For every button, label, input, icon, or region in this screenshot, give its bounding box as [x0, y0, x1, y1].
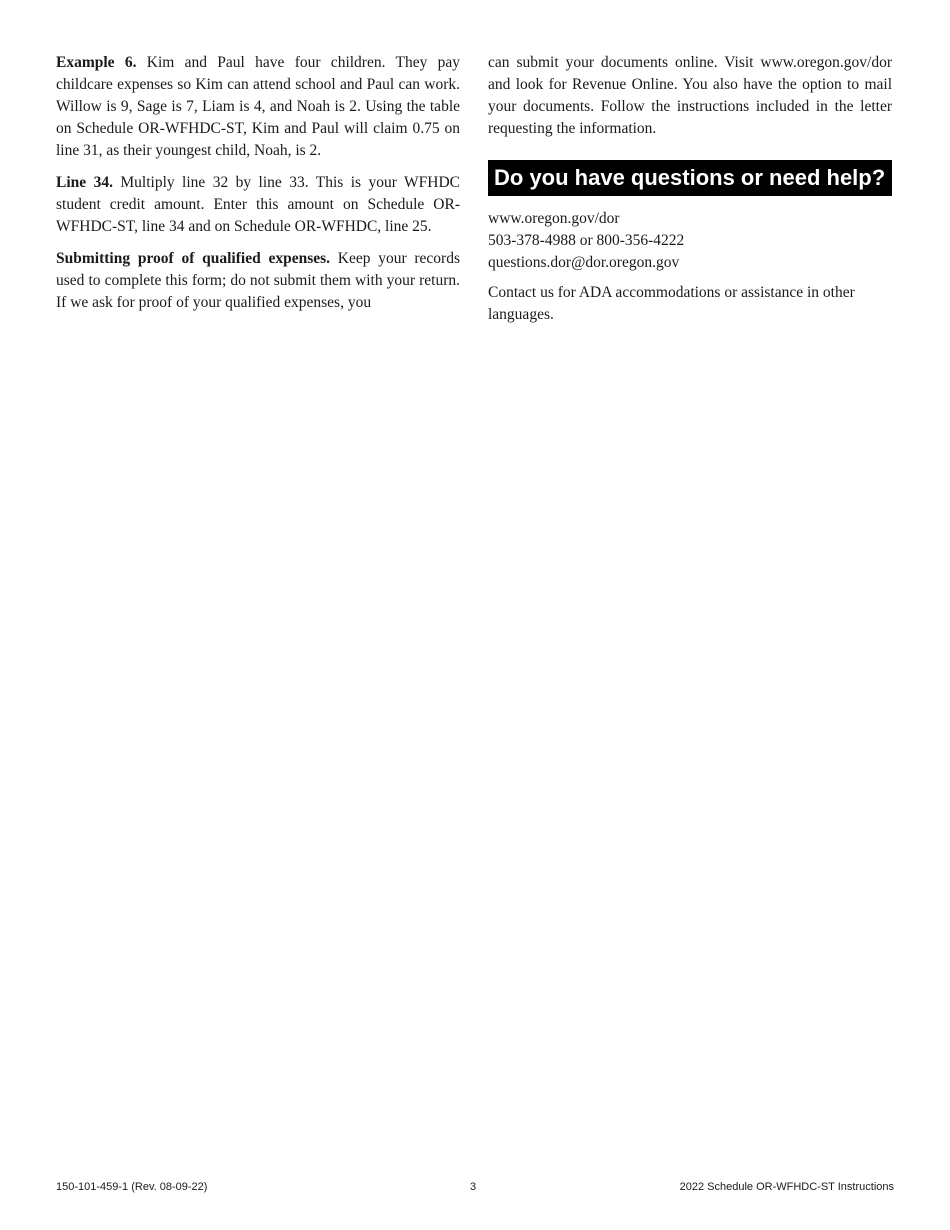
contact-website-link[interactable]: www.oregon.gov/dor: [488, 210, 620, 227]
proof-continuation-paragraph: can submit your documents online. Visit www.oregon.gov/dor and look for Revenue Online. You also have the option to mail your documents. Follow the instructions included in the letter requesting the information.: [488, 54, 892, 137]
proof-lead: Submitting proof of qualified expenses.: [56, 250, 331, 267]
right-column: [488, 52, 892, 336]
footer-doc-title: 2022 Schedule OR-WFHDC-ST Instructions: [679, 1181, 894, 1193]
line-34-paragraph: [56, 172, 460, 238]
help-heading: Do you have questions or need help?: [488, 160, 892, 196]
contact-block: [488, 208, 892, 274]
contact-email-link[interactable]: questions.dor@dor.oregon.gov: [488, 254, 680, 271]
ada-note: Contact us for ADA accommodations or assistance in other languages.: [488, 284, 855, 323]
footer-form-number: 150-101-459-1 (Rev. 08-09-22): [56, 1181, 208, 1193]
contact-phone: 503-378-4988 or 800-356-4222: [488, 232, 685, 249]
proof-text: Keep your records used to complete this form; do not submit them with your return. If we ask for proof of your qualified expenses, you: [56, 250, 460, 311]
proof-paragraph: [56, 248, 460, 314]
line-34-text: Multiply line 32 by line 33. This is your WFHDC student credit amount. Enter this amount on Schedule OR-WFHDC-ST, line 34 and on Schedule OR-WFHDC, line 25.: [56, 174, 460, 235]
example-6-text: Kim and Paul have four children. They pay childcare expenses so Kim can attend school and Paul can work. Willow is 9, Sage is 7, Liam is 4, and Noah is 2. Using the table on Schedule OR-WFHDC-ST, Kim and Paul will claim 0.75 on line 31, as their youngest child, Noah, is 2.: [56, 54, 460, 159]
footer-page-number: 3: [470, 1181, 477, 1193]
line-34-lead: Line 34.: [56, 174, 113, 191]
left-column: [56, 52, 460, 324]
example-6-lead: Example 6.: [56, 54, 137, 71]
example-6-paragraph: [56, 52, 460, 162]
